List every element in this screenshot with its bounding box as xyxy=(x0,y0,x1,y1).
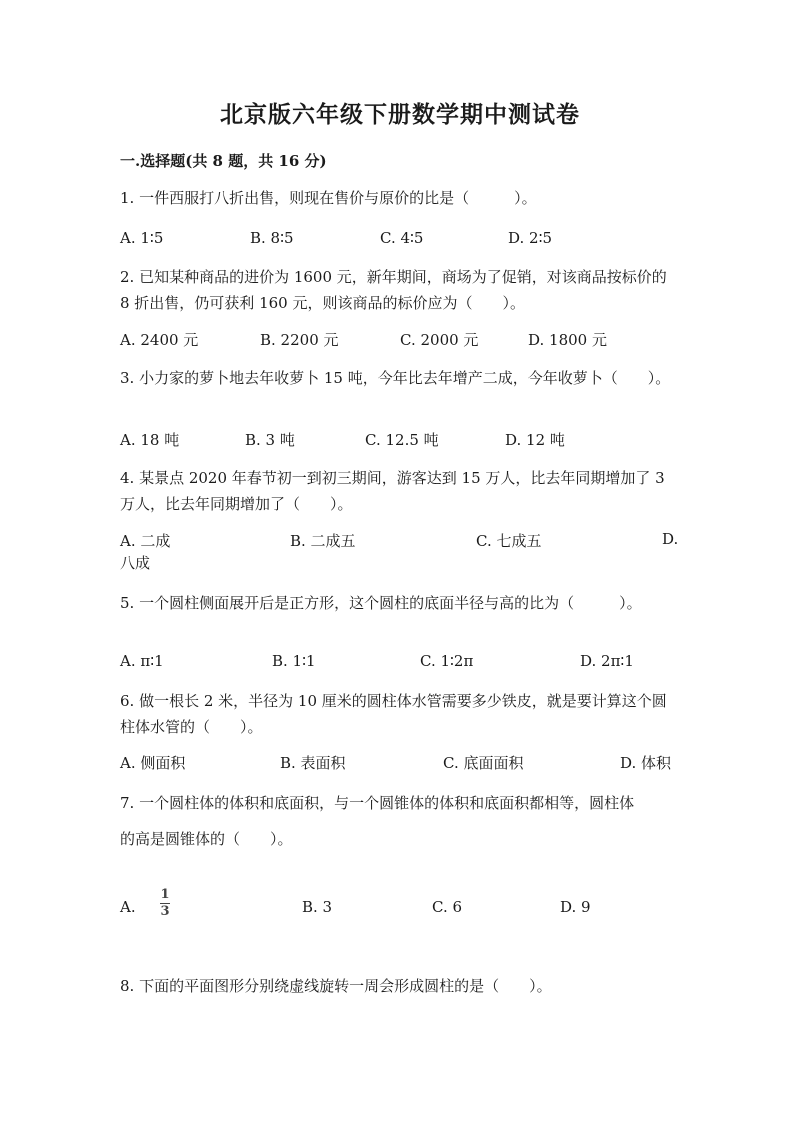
q2-option-b[interactable]: B. 2200 元 xyxy=(260,331,339,349)
question-3: 3. 小力家的萝卜地去年收萝卜 15 吨，今年比去年增产二成，今年收萝卜（ ）。 xyxy=(120,369,671,387)
question-8: 8. 下面的平面图形分别绕虚线旋转一周会形成圆柱的是（ ）。 xyxy=(120,977,552,995)
question-6: 6. 做一根长 2 米，半径为 10 厘米的圆柱体水管需要多少铁皮，就是要计算这个圆柱体水管的（ ）。 xyxy=(120,692,667,736)
q7-fraction xyxy=(160,888,170,919)
q6-option-a[interactable]: A. 侧面积 xyxy=(120,754,186,772)
q5-option-d[interactable]: D. 2π∶1 xyxy=(580,652,634,670)
question-7-line-1: 7. 一个圆柱体的体积和底面积，与一个圆锥体的体积和底面积都相等，圆柱体 xyxy=(120,794,635,812)
q2-option-a[interactable]: A. 2400 元 xyxy=(120,331,199,349)
q1-option-b[interactable]: B. 8∶5 xyxy=(250,229,294,247)
q2-option-c[interactable]: C. 2000 元 xyxy=(400,331,479,349)
q7-option-d[interactable]: D. 9 xyxy=(560,898,591,916)
q5-option-c[interactable]: C. 1∶2π xyxy=(420,652,474,670)
q3-option-a[interactable]: A. 18 吨 xyxy=(120,431,180,449)
q4-option-b[interactable]: B. 二成五 xyxy=(290,532,356,550)
q3-option-c[interactable]: C. 12.5 吨 xyxy=(365,431,439,449)
q4-option-a[interactable]: A. 二成 xyxy=(120,532,171,550)
q4-option-d[interactable]: D. xyxy=(662,530,679,548)
q4-option-c[interactable]: C. 七成五 xyxy=(476,532,542,550)
page-title: 北京版六年级下册数学期中测试卷 xyxy=(220,101,580,128)
q5-option-b[interactable]: B. 1∶1 xyxy=(272,652,316,670)
q6-option-b[interactable]: B. 表面积 xyxy=(280,754,346,772)
q6-option-c[interactable]: C. 底面面积 xyxy=(443,754,524,772)
q1-option-a[interactable]: A. 1∶5 xyxy=(120,229,164,247)
q7-option-b[interactable]: B. 3 xyxy=(302,898,333,916)
q2-option-d[interactable]: D. 1800 元 xyxy=(528,331,607,349)
fraction-numerator: 1 xyxy=(160,887,170,902)
section-title: 一.选择题(共 8 题，共 16 分) xyxy=(120,152,327,170)
q1-option-d[interactable]: D. 2∶5 xyxy=(508,229,553,247)
q6-option-d[interactable]: D. 体积 xyxy=(620,754,672,772)
question-1: 1. 一件西服打八折出售，则现在售价与原价的比是（ ）。 xyxy=(120,189,537,207)
q4-option-d-text[interactable]: 八成 xyxy=(120,554,151,572)
fraction-denominator: 3 xyxy=(160,904,170,919)
q7-option-c[interactable]: C. 6 xyxy=(432,898,463,916)
question-7-line-2: 的高是圆锥体的（ ）。 xyxy=(120,830,293,848)
question-5: 5. 一个圆柱侧面展开后是正方形，这个圆柱的底面半径与高的比为（ ）。 xyxy=(120,594,642,612)
question-2: 2. 已知某种商品的进价为 1600 元，新年期间，商场为了促销，对该商品按标价的 8 折出售，仍可获利 160 元，则该商品的标价应为（ ）。 xyxy=(120,268,667,312)
q7-option-a[interactable]: A. xyxy=(120,898,136,916)
q3-option-b[interactable]: B. 3 吨 xyxy=(245,431,295,449)
q5-option-a[interactable]: A. π∶1 xyxy=(120,652,164,670)
q3-option-d[interactable]: D. 12 吨 xyxy=(505,431,565,449)
q1-option-c[interactable]: C. 4∶5 xyxy=(380,229,424,247)
question-4: 4. 某景点 2020 年春节初一到初三期间，游客达到 15 万人，比去年同期增加了 3 万人，比去年同期增加了（ ）。 xyxy=(120,469,665,513)
